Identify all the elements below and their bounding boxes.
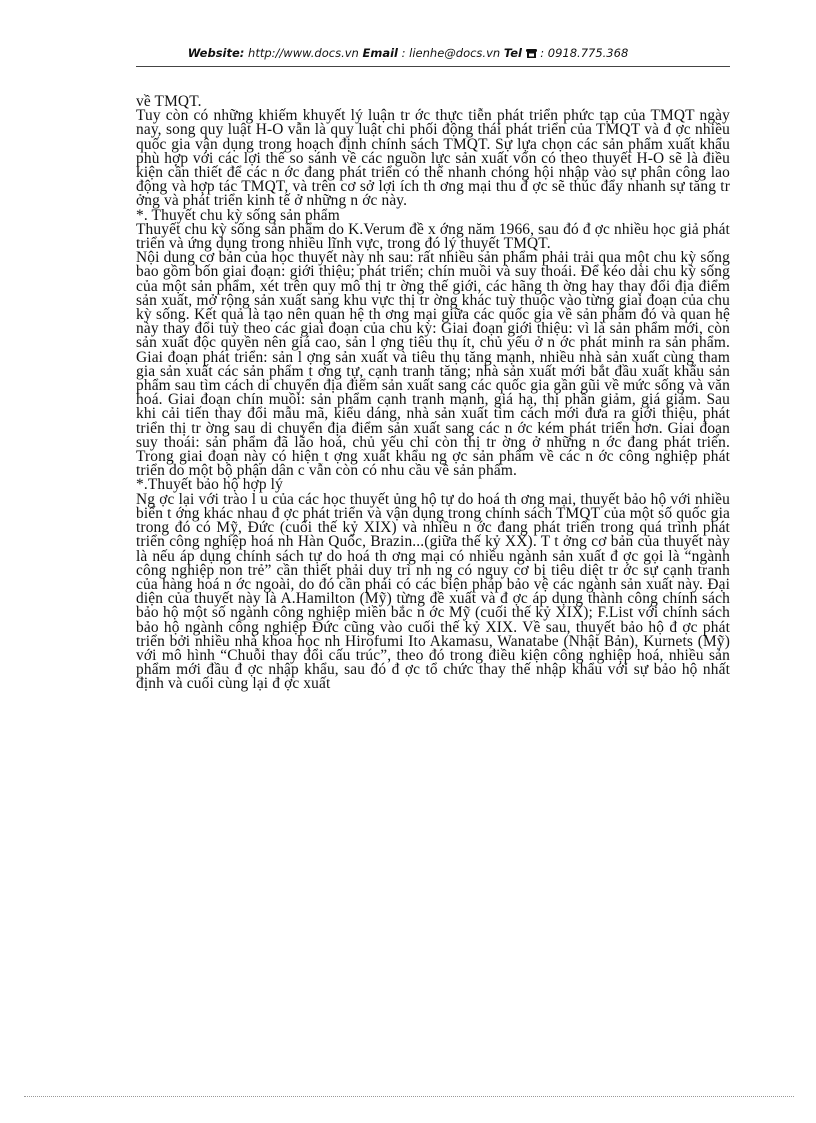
section-heading: *. Thuyết chu kỳ sống sản phẩm bbox=[136, 206, 340, 224]
section-heading: *.Thuyết bảo hộ hợp lý bbox=[136, 476, 283, 494]
paragraph: Tuy còn có những khiếm khuyết lý luận tr ớc thực tiễn phát triển phức tạp của TMQT ngày nay, song quy luật H-O vẫn là quy luật chi phối động thái phát triển của TMQT và đ ợc nhiều quốc gia vận dụng trong hoạch định chính sách TMQT. Sự lựa chọn các sản phẩm xuất khẩu phù hợp với các lợi thế so sánh về các nguồn lực sản xuất vốn có theo thuyết H-O sẽ là điều kiện cần thiết để các n ớc đang phát triển có thể nhanh chóng hội nhập vào sự phân công lao động và hợp tác TMQT, và trên cơ sở lợi ích th ơng mại thu đ ợc sẽ thúc đẩy nhanh sự tăng tr ởng và phát triển kinh tế ở những n ớc này. bbox=[136, 107, 730, 210]
page-header bbox=[0, 46, 816, 60]
email-value[interactable]: : lienhe@docs.vn bbox=[397, 46, 504, 60]
footer-divider bbox=[24, 1096, 794, 1097]
paragraph: Ng ợc lại với trào l u của các học thuyết ủng hộ tự do hoá th ơng mại, thuyết bảo hộ với nhiều biến t ớng khác nhau đ ợc phát triển và vận dụng trong chính sách TMQT của một số quốc gia trong đó có Mỹ, Đức (cuối thế kỷ XIX) và nhiều n ớc đang phát triển trong quá trình phát triển công nghiệp hoá nh Hàn Quốc, Brazin...(giữa thế kỷ XX). T t ởng cơ bản của thuyết này là nếu áp dụng chính sách tự do hoá th ơng mại có nhiều ngành sản xuất đ ợc gọi là “ngành công nghiệp non trẻ” cần thiết phải duy trì nh ng có nguy cơ bị tiêu diệt tr ớc sự cạnh tranh của hàng hoá n ớc ngoài, do đó cần phải có các biện pháp bảo vệ các ngành sản xuất này. Đại diện của thuyết này là A.Hamilton (Mỹ) từng đề xuất và đ ợc áp dụng thành công chính sách bảo hộ một số ngành công nghiệp miền bắc n ớc Mỹ (cuối thế kỷ XIX); F.List với chính sách bảo hộ ngành công nghiệp Đức cũng vào cuối thế kỷ XIX. Về sau, thuyết bảo hộ đ ợc phát triển bởi nhiều nhà khoa học nh Hirofumi Ito Akamasu, Wanatabe (Nhật Bản), Kurnets (Mỹ) với mô hình “Chuỗi thay đổi cấu trúc”, theo đó trong điều kiện công nghiệp hoá, nhiều sản phẩm mới đầu đ ợc nhập khẩu, sau đó đ ợc tổ chức thay thế nhập khẩu với sự bảo hộ nhất định và cuối cùng lại đ ợc xuất bbox=[136, 490, 730, 693]
tel-value: : 0918.775.368 bbox=[536, 46, 629, 60]
paragraph: Nội dung cơ bản của học thuyết này nh sau: rất nhiều sản phẩm phải trải qua một chu kỳ sống bao gồm bốn giai đoạn: giới thiệu; phát triển; chín muồi và suy thoái. Để kéo dài chu kỳ sống của một sản phẩm, xét trên quy mô thị tr ờng thế giới, các hãng th ờng hay thay đổi địa điểm sản xuất, mở rộng sản xuất sang khu vực thị tr ờng khác tuỳ thuộc vào từng giai đoạn của chu kỳ sống. Kết quả là tạo nên quan hệ th ơng mại giữa các quốc gia về sản phẩm đó và quan hệ này thay đổi tuỳ theo các giai đoạn của chu kỳ: Giai đoạn giới thiệu: vì là sản phẩm mới, còn sản xuất độc quyền nên giá cao, sản l ợng tiêu thụ ít, chủ yếu ở n ớc phát minh ra sản phẩm. Giai đoạn phát triển: sản l ợng sản xuất và tiêu thụ tăng mạnh, nhiều nhà sản xuất cùng tham gia sản xuất các sản phẩm t ơng tự, cạnh tranh tăng; nhà sản xuất mới bắt đầu xuất khẩu sản phẩm sau tìm cách di chuyển địa điểm sản xuất sang các quốc gia gần gũi về mức sống và văn hoá. Giai đoạn chín muồi: sản phẩm cạnh tranh mạnh, giá hạ, thị phần giảm, giá giảm. Sau khi cải tiến thay đổi mẫu mã, kiểu dáng, nhà sản xuất tìm cách mới đưa ra giới thiệu, phát triển thị tr ờng sau di chuyển địa điểm sản xuất sang các n ớc kém phát triển hơn. Giai đoạn suy thoái: sản phẩm đã lão hoá, chủ yếu chỉ còn thị tr ờng ở những n ớc đang phát triển. Trong giai đoạn này có hiện t ợng xuất khẩu ng ợc sản phẩm về các n ớc công nghiệp phát triển do một bộ phận dân c vẫn còn có nhu cầu về sản phẩm. bbox=[136, 249, 730, 480]
header-divider bbox=[136, 66, 730, 67]
phone-icon bbox=[526, 46, 537, 60]
paragraph: về TMQT. bbox=[136, 93, 202, 110]
website-label: Website: bbox=[187, 46, 245, 60]
tel-label: Tel bbox=[503, 46, 522, 60]
document-body bbox=[136, 95, 730, 692]
paragraph: Thuyết chu kỳ sống sản phẩm do K.Verum đề x ớng năm 1966, sau đó đ ợc nhiều học giả phát triển và ứng dụng trong nhiều lĩnh vực, trong đó lý thuyết TMQT. bbox=[136, 220, 730, 253]
email-label: Email bbox=[362, 46, 398, 60]
website-url[interactable]: http://www.docs.vn bbox=[244, 46, 363, 60]
